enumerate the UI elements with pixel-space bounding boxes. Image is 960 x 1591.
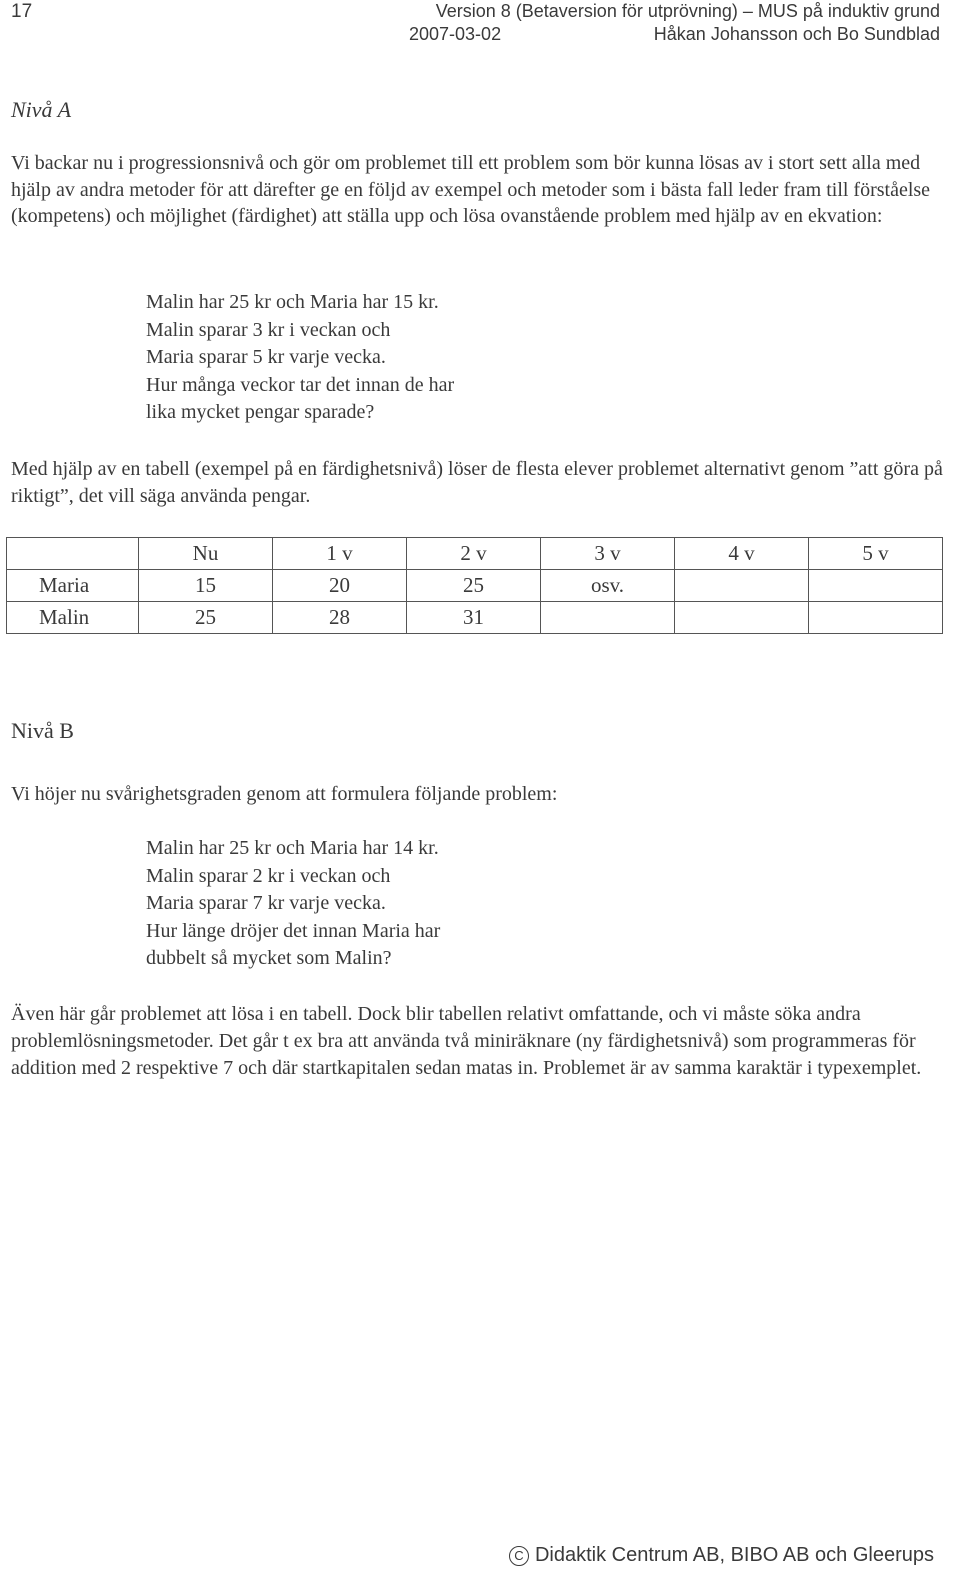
footer — [509, 1544, 934, 1567]
savings-table — [6, 537, 943, 634]
problem-a-line: Maria sparar 5 kr varje vecka. — [146, 346, 386, 368]
footer-text: Didaktik Centrum AB, BIBO AB och Gleerups — [534, 1544, 934, 1566]
section-b-discussion: Även här går problemet att lösa i en tabell. Dock blir tabellen relativt omfattande, och vi måste söka andra problemlösningsmetoder. Det går t ex bra att använda två miniräknare (ny färdighetsnivå) som programmeras för addition med 2 respektive 7 och där startkapitalen sedan matas in. Problemet är av samma karaktär i typexemplet. — [11, 1003, 922, 1079]
table-header-cell: 2 v — [407, 538, 541, 570]
problem-a-line: Malin sparar 3 kr i veckan och — [146, 318, 391, 341]
table-cell: 31 — [407, 602, 541, 634]
section-a-heading: Nivå A — [11, 97, 72, 122]
problem-b-line: dubbelt så mycket som Malin? — [146, 947, 392, 969]
table-header-row — [7, 538, 943, 570]
table-header-cell: Nu — [139, 538, 273, 570]
row-label: Malin — [7, 602, 139, 634]
section-a-intro: Vi backar nu i progressionsnivå och gör om problemet till ett problem som bör kunna lösas av i stort sett alla med hjälp av andra metoder för att därefter ge en följd av exempel och metoder som i bästa fall leder fram till förståelse (kompetens) och möjlighet (färdighet) att ställa upp och lösa ovanstående problem med hjälp av en ekvation: — [11, 152, 931, 227]
table-cell — [809, 570, 943, 602]
table-cell: osv. — [541, 570, 675, 602]
table-header-cell: 5 v — [809, 538, 943, 570]
problem-b-line: Maria sparar 7 kr varje vecka. — [146, 892, 386, 914]
table-cell — [809, 602, 943, 634]
table-cell: 25 — [139, 602, 273, 634]
table-cell — [541, 602, 675, 634]
section-b-heading: Nivå B — [11, 718, 74, 743]
section-b-intro: Vi höjer nu svårighetsgraden genom att formulera följande problem: — [11, 783, 558, 805]
table-header-cell: 1 v — [273, 538, 407, 570]
problem-a-line: Malin har 25 kr och Maria har 15 kr. — [146, 291, 439, 313]
problem-b-line: Hur länge dröjer det innan Maria har — [146, 919, 441, 942]
table-cell: 15 — [139, 570, 273, 602]
table-cell: 20 — [273, 570, 407, 602]
header-version: Version 8 (Betaversion för utprövning) – MUS på induktiv grund — [435, 1, 940, 21]
table-cell — [675, 570, 809, 602]
problem-a — [146, 289, 454, 427]
problem-b — [146, 835, 440, 973]
table-intro: Med hjälp av en tabell (exempel på en färdighetsnivå) löser de flesta elever problemet alternativt genom ”att göra på riktigt”, det vill säga använda pengar. — [11, 458, 943, 507]
table-row — [7, 570, 943, 602]
table-header-cell: 3 v — [541, 538, 675, 570]
copyright-icon: C — [509, 1546, 529, 1566]
table-cell: 28 — [273, 602, 407, 634]
problem-b-line: Malin sparar 2 kr i veckan och — [146, 864, 391, 887]
row-label: Maria — [7, 570, 139, 602]
problem-b-line: Malin har 25 kr och Maria har 14 kr. — [146, 837, 439, 859]
problem-a-line: lika mycket pengar sparade? — [146, 401, 375, 423]
table-cell — [675, 602, 809, 634]
table-cell: 25 — [407, 570, 541, 602]
table-cell — [7, 538, 139, 570]
problem-a-line: Hur många veckor tar det innan de har — [146, 373, 455, 396]
page-number: 17 — [11, 1, 33, 22]
header-date: 2007-03-02 — [409, 24, 502, 44]
table-row — [7, 602, 943, 634]
header-authors: Håkan Johansson och Bo Sundblad — [653, 24, 940, 44]
table-header-cell: 4 v — [675, 538, 809, 570]
